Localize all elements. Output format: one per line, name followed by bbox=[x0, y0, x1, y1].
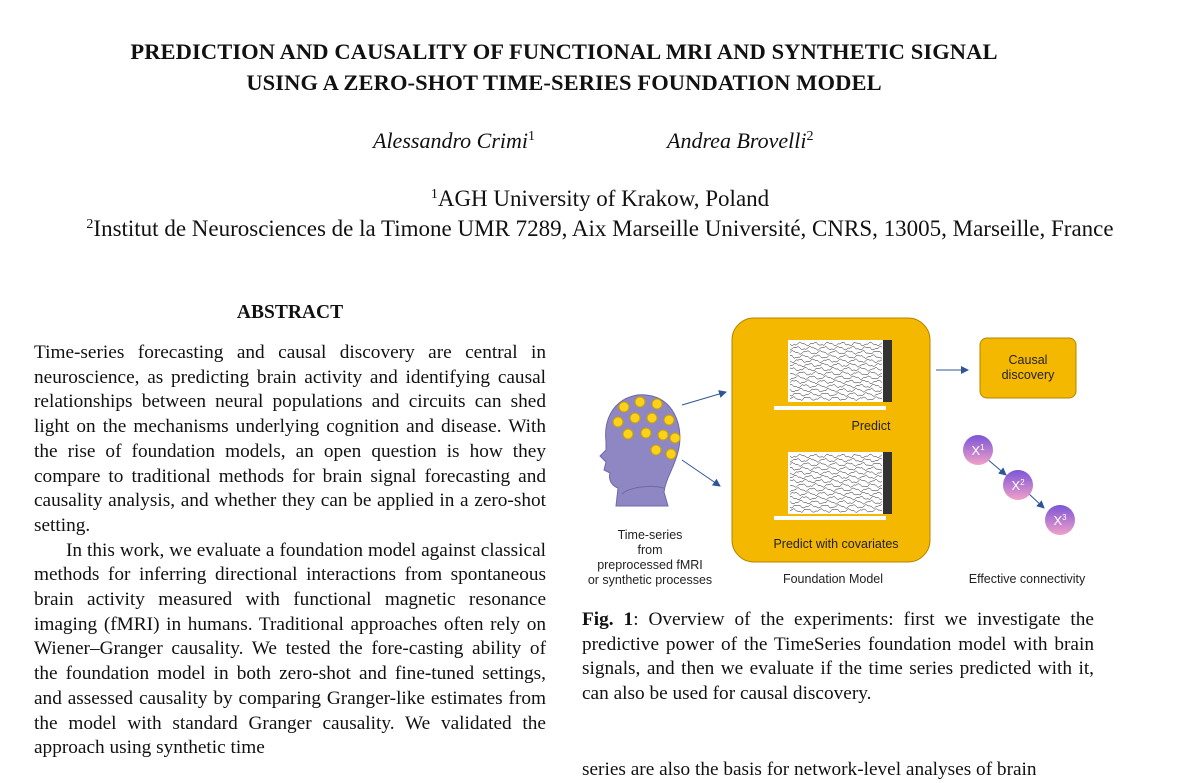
figure-1 bbox=[578, 310, 1098, 590]
node-x3-label: $X^3$ bbox=[1053, 513, 1067, 528]
caption-label: Fig. 1 bbox=[582, 609, 634, 630]
node-x1-label: $X^1$ bbox=[971, 443, 985, 458]
arrow-input-to-covariates bbox=[682, 460, 720, 486]
foundation-model-label: Foundation Model bbox=[782, 572, 884, 586]
input-label: Time-series from preprocessed fMRI or synthetic processes bbox=[587, 528, 713, 587]
arrow-input-to-predict bbox=[682, 392, 726, 405]
edge-x2-x3 bbox=[1028, 493, 1044, 508]
abstract-body bbox=[34, 341, 546, 761]
node-x2-label: $X^2$ bbox=[1011, 478, 1025, 493]
affiliation-1: $^1$AGH University of Krakow, Poland bbox=[430, 186, 770, 211]
author-2-affil-mark: 2 bbox=[806, 129, 814, 144]
paper-title bbox=[0, 36, 1128, 98]
predict-plot bbox=[774, 340, 892, 410]
affiliation-1-mark: 1 bbox=[430, 187, 438, 202]
figure-1-caption bbox=[582, 608, 1094, 707]
causal-discovery-label: Causal discovery bbox=[1001, 353, 1055, 382]
paper-title-line2: USING A ZERO-SHOT TIME-SERIES FOUNDATION MODEL bbox=[246, 70, 882, 95]
predict-covariates-label: Predict with covariates bbox=[773, 537, 899, 551]
abstract-heading: ABSTRACT bbox=[236, 302, 344, 323]
paper-title-line1: PREDICTION AND CAUSALITY OF FUNCTIONAL MRI AND SYNTHETIC SIGNAL bbox=[130, 39, 998, 64]
edge-x1-x2 bbox=[986, 458, 1006, 475]
head-with-electrodes-icon bbox=[600, 395, 680, 506]
author-1-affil-mark: 1 bbox=[528, 129, 536, 144]
author-2: Andrea Brovelli$^2$ bbox=[667, 128, 814, 153]
abstract-paragraph-2: In this work, we evaluate a foundation model against classical methods for inferring directional interactions from spontaneous brain activity measured with functional magnetic resonance imaging (fMRI) in humans. Traditional approaches often rely on Wiener–Granger causality. We tested the fore-casting ability of the foundation model in both zero-shot and fine-tuned settings, and assessed causality by comparing Granger-like estimates from the model with standard Granger causality. We validated the approach using synthetic time bbox=[34, 539, 546, 759]
abstract-paragraph-1: Time-series forecasting and causal discovery are central in neuroscience, as predicting brain activity and identifying causal relationships between neural populations and circuits can shed light on the mechanisms underlying cognition and disease. With the rise of foundation models, an open question is how they compare to traditional methods for brain signal forecasting and causality analysis, and whether they can be applied in a zero-shot setting. bbox=[34, 342, 546, 536]
effective-connectivity-label: Effective connectivity bbox=[968, 572, 1086, 586]
caption-text: : Overview of the experiments: first we investigate the predictive power of the TimeSeries foundation model with brain signals, and then we evaluate if the time series predicted with it, can also be used for causal discovery. bbox=[582, 609, 1094, 705]
body-text-continued: series are also the basis for network-level analyses of brain bbox=[582, 759, 1037, 780]
author-1: Alessandro Crimi$^1$ bbox=[373, 128, 536, 153]
affiliation-2: $^2$Institut de Neurosciences de la Timone UMR 7289, Aix Marseille Université, CNRS, 13005, Marseille, France bbox=[86, 216, 1114, 241]
predict-with-covariates-plot bbox=[774, 452, 892, 520]
predict-label: Predict bbox=[851, 419, 891, 433]
affiliation-2-mark: 2 bbox=[86, 217, 94, 232]
